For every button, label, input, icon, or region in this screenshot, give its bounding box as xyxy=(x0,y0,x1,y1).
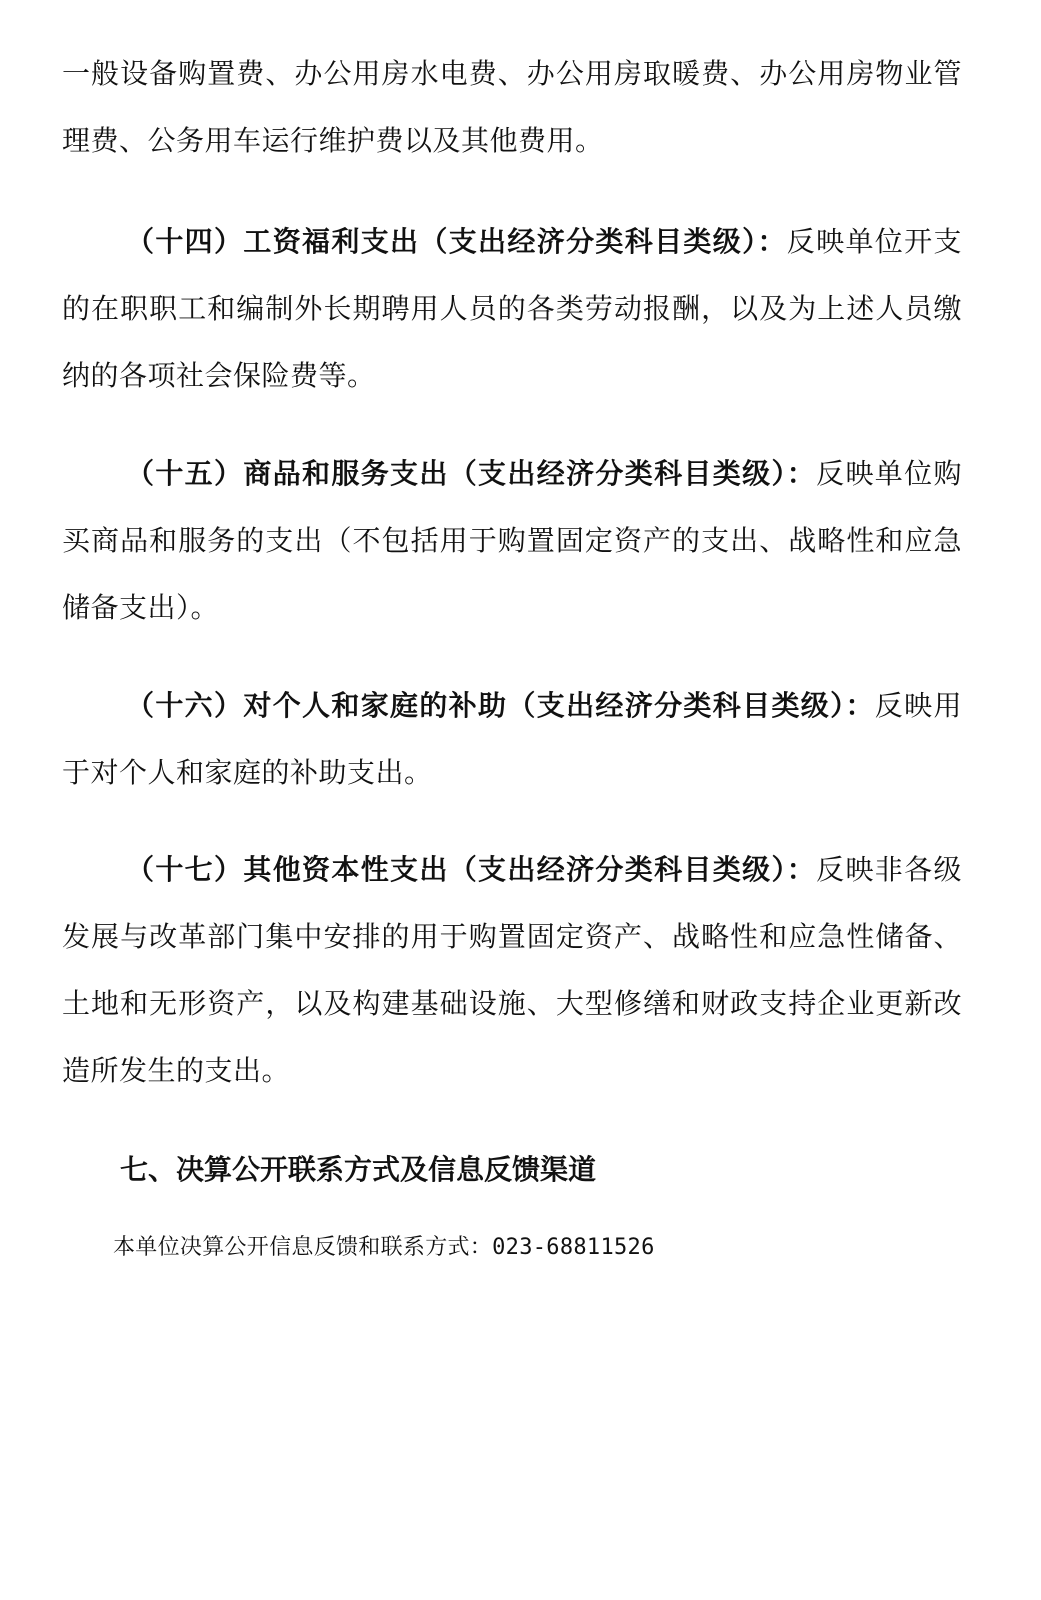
paragraph-text: 反映单位开支的在职职工和编制外长期聘用人员的各类劳动报酬，以及为上述人员缴纳的各项社会保险费等。 xyxy=(62,225,962,392)
paragraph-title: （十六）对个人和家庭的补助（支出经济分类科目类级）： xyxy=(126,689,875,722)
contact-line xyxy=(113,1232,655,1264)
paragraph-wage-welfare xyxy=(62,208,962,409)
paragraph-continued xyxy=(62,40,962,174)
paragraph-text: 反映用于对个人和家庭的补助支出。 xyxy=(62,689,962,789)
paragraph-text: 一般设备购置费、办公用房水电费、办公用房取暖费、办公用房物业管理费、公务用车运行维护费以及其他费用。 xyxy=(62,57,962,157)
contact-phone-number: 023-68811526 xyxy=(492,1235,655,1260)
paragraph-goods-services xyxy=(62,440,962,641)
paragraph-text: 反映单位购买商品和服务的支出（不包括用于购置固定资产的支出、战略性和应急储备支出）。 xyxy=(62,457,962,624)
paragraph-text: 反映非各级发展与改革部门集中安排的用于购置固定资产、战略性和应急性储备、土地和无形资产，以及构建基础设施、大型修缮和财政支持企业更新改造所发生的支出。 xyxy=(62,853,962,1087)
paragraph-title: （十五）商品和服务支出（支出经济分类科目类级）： xyxy=(126,457,817,490)
paragraph-title: （十七）其他资本性支出（支出经济分类科目类级）： xyxy=(126,853,817,886)
section-heading: 七、决算公开联系方式及信息反馈渠道 xyxy=(120,1153,597,1186)
contact-label: 本单位决算公开信息反馈和联系方式： xyxy=(113,1235,493,1260)
paragraph-title: （十四）工资福利支出（支出经济分类科目类级）： xyxy=(126,225,787,258)
paragraph-household-subsidy xyxy=(62,672,962,806)
paragraph-other-capital xyxy=(62,836,962,1104)
